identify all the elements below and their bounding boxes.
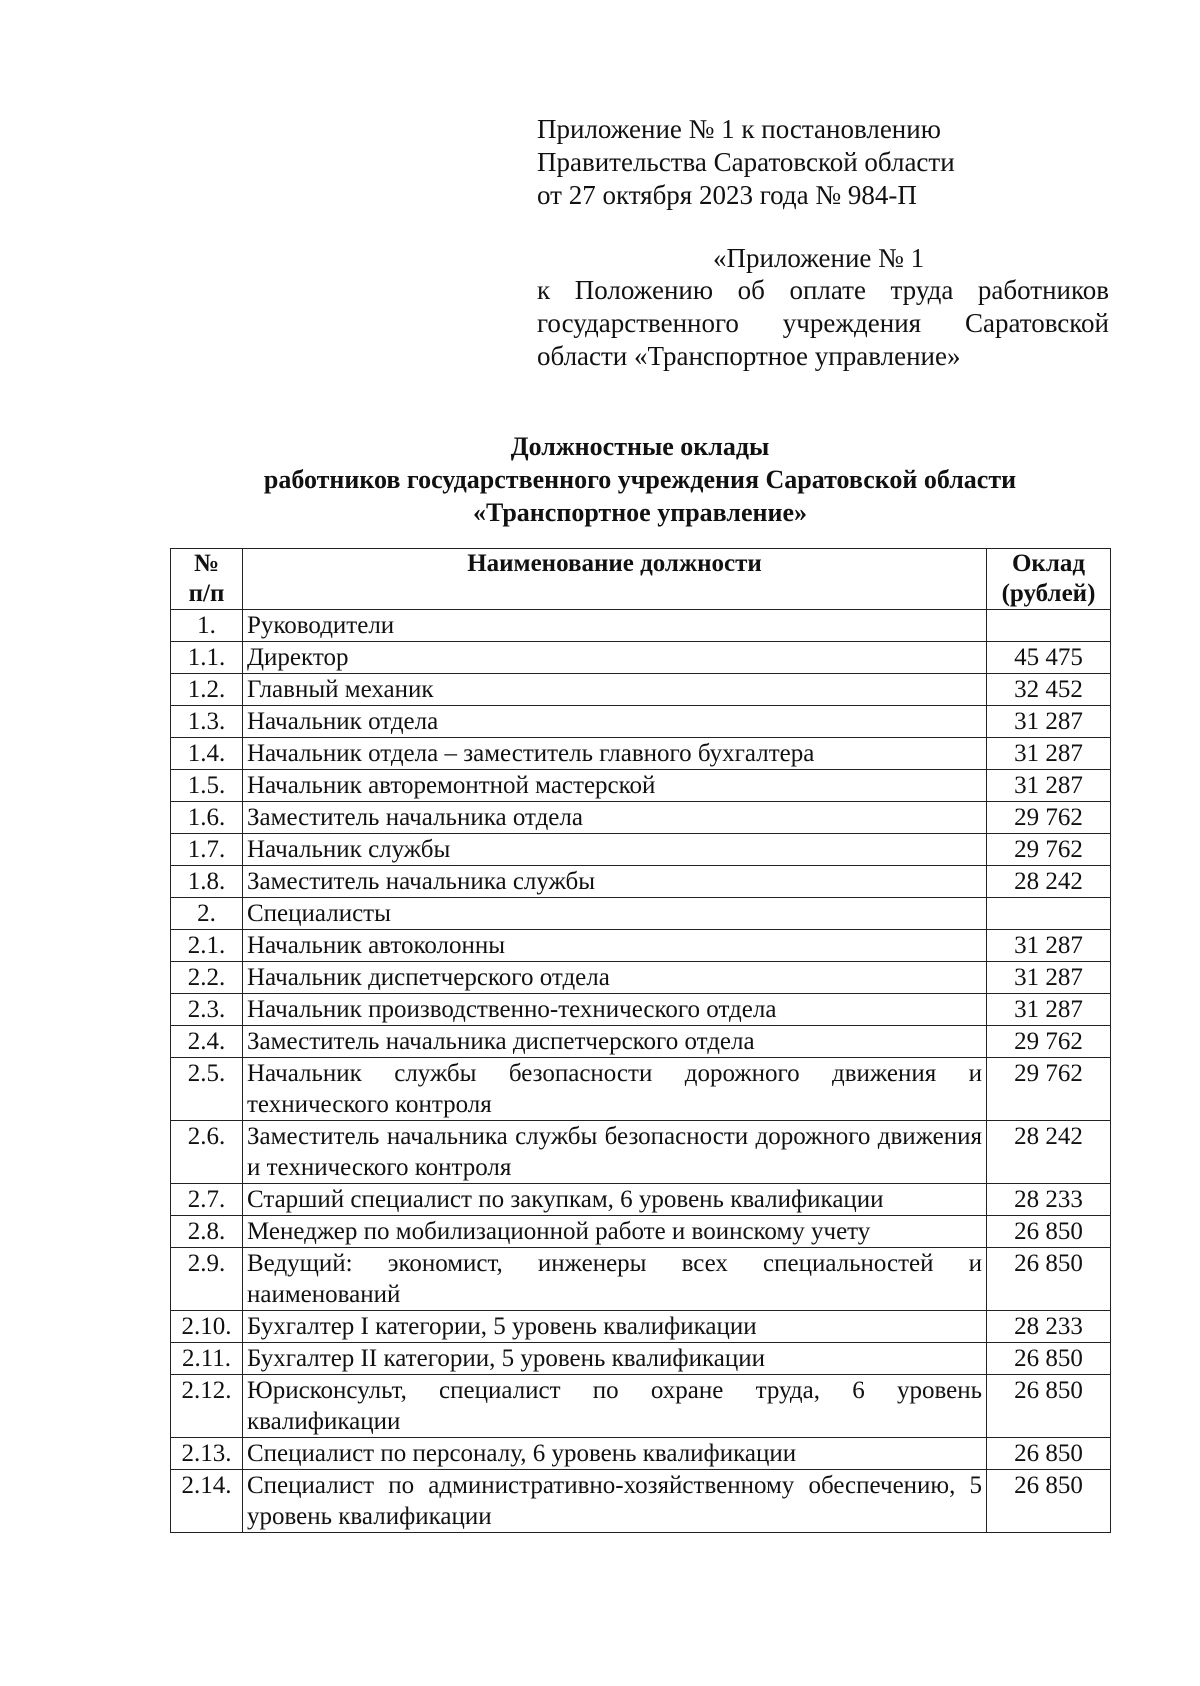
table-row [171,898,1111,930]
row-position-name: Ведущий: экономист, инженеры всех специальностей и наименований [243,1248,987,1311]
table-row [171,1026,1111,1058]
table-row [171,994,1111,1026]
row-salary: 26 850 [987,1470,1111,1533]
row-number: 2.2. [171,962,243,994]
row-position-name: Начальник авторемонтной мастерской [243,770,987,802]
row-position-name: Заместитель начальника службы безопасности дорожного движения и технического контроля [243,1121,987,1184]
table-title [150,430,1130,529]
row-salary: 31 287 [987,994,1111,1026]
table-row [171,866,1111,898]
row-salary: 26 850 [987,1248,1111,1311]
row-number: 1.1. [171,642,243,674]
row-salary: 29 762 [987,1026,1111,1058]
row-number: 1. [171,610,243,642]
table-row [171,1058,1111,1121]
header-position-name: Наименование должности [243,549,987,610]
row-position-name: Бухгалтер I категории, 5 уровень квалификации [243,1311,987,1343]
table-row [171,1216,1111,1248]
row-salary [987,610,1111,642]
quoted-appendix-title: «Приложение № 1 [713,243,925,273]
row-salary: 31 287 [987,930,1111,962]
row-position-name: Начальник автоколонны [243,930,987,962]
row-salary: 29 762 [987,1058,1111,1121]
row-position-name: Заместитель начальника отдела [243,802,987,834]
table-row [171,1470,1111,1533]
salary-table [170,548,1111,1533]
row-number: 2.4. [171,1026,243,1058]
row-salary: 31 287 [987,738,1111,770]
header-salary [987,549,1111,610]
row-salary: 29 762 [987,802,1111,834]
table-row [171,962,1111,994]
table-row [171,1375,1111,1438]
header-salary-line-2: (рублей) [1001,580,1096,607]
row-number: 2.14. [171,1470,243,1533]
row-number: 2.3. [171,994,243,1026]
row-salary: 32 452 [987,674,1111,706]
row-number: 2.9. [171,1248,243,1311]
quoted-appendix-line-3: области «Транспортное управление» [537,341,961,371]
row-salary: 31 287 [987,706,1111,738]
row-position-name: Начальник службы [243,834,987,866]
row-number: 1.5. [171,770,243,802]
row-position-name: Начальник отдела [243,706,987,738]
row-number: 2.7. [171,1184,243,1216]
row-position-name: Руководители [243,610,987,642]
row-number: 2.10. [171,1311,243,1343]
salary-table-body [171,610,1111,1533]
row-position-name: Юрисконсульт, специалист по охране труда, 6 уровень квалификации [243,1375,987,1438]
table-row [171,1121,1111,1184]
row-number: 2.6. [171,1121,243,1184]
row-salary: 28 242 [987,866,1111,898]
row-number: 2.11. [171,1343,243,1375]
table-row [171,834,1111,866]
appendix-reference [537,113,1107,212]
table-row [171,674,1111,706]
row-position-name: Начальник диспетчерского отдела [243,962,987,994]
row-position-name: Заместитель начальника службы [243,866,987,898]
row-number: 2.12. [171,1375,243,1438]
row-position-name: Начальник отдела – заместитель главного бухгалтера [243,738,987,770]
table-row [171,1248,1111,1311]
header-number-line-2: п/п [188,580,225,607]
header-number [171,549,243,610]
row-salary: 28 233 [987,1184,1111,1216]
row-salary: 29 762 [987,834,1111,866]
row-position-name: Начальник службы безопасности дорожного движения и технического контроля [243,1058,987,1121]
table-row [171,1184,1111,1216]
table-title-line-3: «Транспортное управление» [473,498,807,527]
row-salary: 45 475 [987,642,1111,674]
row-position-name: Специалист по административно-хозяйственному обеспечению, 5 уровень квалификации [243,1470,987,1533]
row-position-name: Специалист по персоналу, 6 уровень квалификации [243,1438,987,1470]
row-salary [987,898,1111,930]
row-position-name: Начальник производственно-технического отдела [243,994,987,1026]
quoted-appendix-body [537,274,1109,373]
quoted-appendix-line-1: к Положению об оплате труда работников [537,275,1109,305]
row-number: 1.7. [171,834,243,866]
row-position-name: Специалисты [243,898,987,930]
table-title-line-2: работников государственного учреждения Саратовской области [263,465,1017,494]
row-salary: 26 850 [987,1438,1111,1470]
table-row [171,642,1111,674]
table-title-line-1: Должностные оклады [510,432,770,461]
header-number-line-1: № [193,550,220,577]
row-salary: 26 850 [987,1375,1111,1438]
row-salary: 26 850 [987,1343,1111,1375]
table-row [171,930,1111,962]
table-header-row [171,549,1111,610]
row-number: 2.13. [171,1438,243,1470]
row-number: 1.6. [171,802,243,834]
quoted-appendix-line-2: государственного учреждения Саратовской [537,308,1109,338]
row-number: 2. [171,898,243,930]
appendix-line-3: от 27 октября 2023 года № 984-П [537,180,917,210]
row-salary: 31 287 [987,962,1111,994]
row-number: 2.1. [171,930,243,962]
row-salary: 28 233 [987,1311,1111,1343]
table-row [171,738,1111,770]
row-position-name: Заместитель начальника диспетчерского отдела [243,1026,987,1058]
row-number: 1.8. [171,866,243,898]
row-number: 2.5. [171,1058,243,1121]
table-row [171,610,1111,642]
appendix-line-1: Приложение № 1 к постановлению [537,114,941,144]
row-position-name: Менеджер по мобилизационной работе и воинскому учету [243,1216,987,1248]
table-row [171,706,1111,738]
row-number: 1.3. [171,706,243,738]
row-position-name: Директор [243,642,987,674]
row-position-name: Бухгалтер II категории, 5 уровень квалификации [243,1343,987,1375]
row-position-name: Главный механик [243,674,987,706]
row-salary: 26 850 [987,1216,1111,1248]
appendix-line-2: Правительства Саратовской области [537,147,955,177]
table-row [171,770,1111,802]
table-row [171,1311,1111,1343]
row-number: 2.8. [171,1216,243,1248]
header-salary-line-1: Оклад [1011,550,1086,577]
row-number: 1.4. [171,738,243,770]
row-number: 1.2. [171,674,243,706]
table-row [171,1438,1111,1470]
table-row [171,1343,1111,1375]
table-row [171,802,1111,834]
row-salary: 28 242 [987,1121,1111,1184]
row-position-name: Старший специалист по закупкам, 6 уровень квалификации [243,1184,987,1216]
row-salary: 31 287 [987,770,1111,802]
